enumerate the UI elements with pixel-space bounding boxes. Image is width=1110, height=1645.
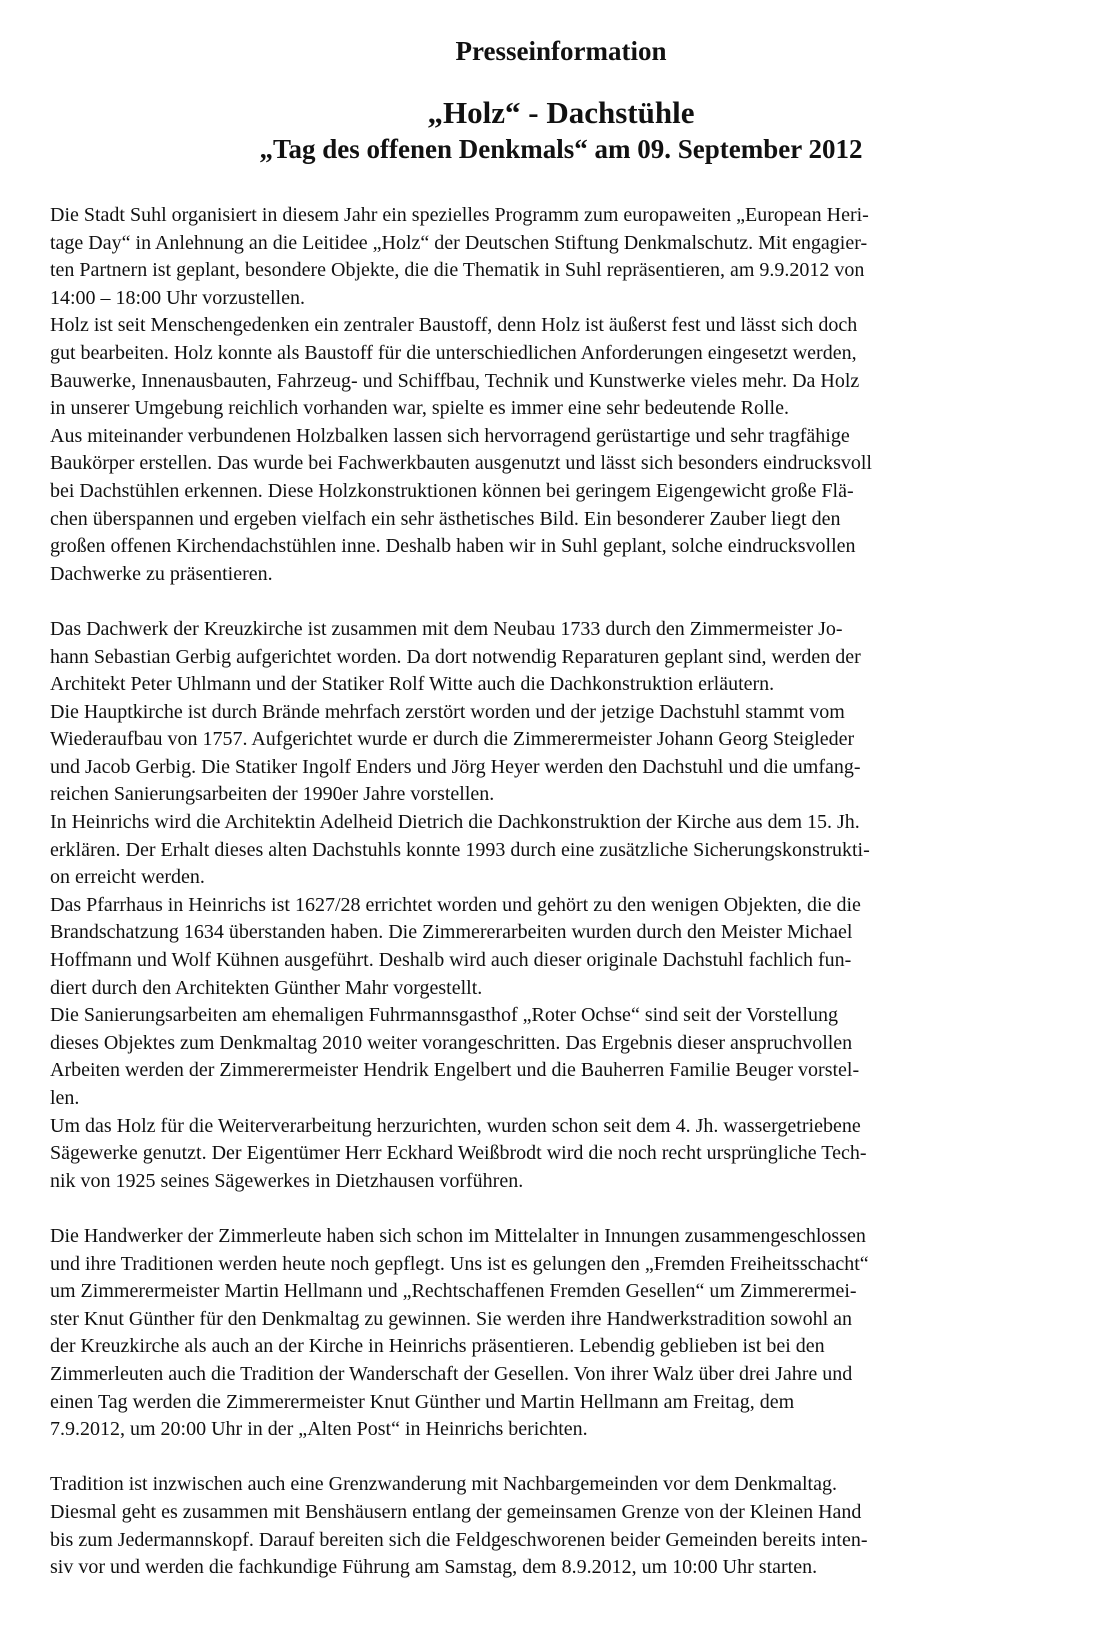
text-line: siv vor und werden die fachkundige Führung am Samstag, dem 8.9.2012, um 10:00 Uhr starten. xyxy=(50,1556,818,1579)
text-line: on erreicht werden. xyxy=(50,866,205,889)
text-line: Diesmal geht es zusammen mit Benshäusern entlang der gemeinsamen Grenze von der Kleinen Hand xyxy=(50,1500,862,1523)
paragraph xyxy=(50,202,1052,588)
text-line: Dachwerke zu präsentieren. xyxy=(50,562,273,585)
text-line: und ihre Traditionen werden heute noch gepflegt. Uns ist es gelungen den „Fremden Freiheitsschacht“ xyxy=(50,1252,869,1275)
text-line: Architekt Peter Uhlmann und der Statiker Rolf Witte auch die Dachkonstruktion erläutern. xyxy=(50,673,775,696)
text-line: len. xyxy=(50,1087,80,1109)
text-line: Holz ist seit Menschengedenken ein zentraler Baustoff, denn Holz ist äußerst fest und lässt sich doch xyxy=(50,314,858,337)
text-line: Bauwerke, Innenausbauten, Fahrzeug- und Schiffbau, Technik und Kunstwerke vieles mehr. Da Holz xyxy=(50,369,860,392)
document-kicker: Presseinformation xyxy=(455,36,667,66)
text-line: Die Handwerker der Zimmerleute haben sich schon im Mittelalter in Innungen zusammengeschlossen xyxy=(50,1224,866,1247)
text-line: nik von 1925 seines Sägewerkes in Dietzhausen vorführen. xyxy=(50,1169,524,1192)
text-line: ten Partnern ist geplant, besondere Objekte, die die Thematik in Suhl repräsentieren, am 9.9.2012 von xyxy=(50,259,865,282)
paragraph xyxy=(50,1223,1052,1444)
text-line: Brandschatzung 1634 überstanden haben. Die Zimmererarbeiten wurden durch den Meister Michael xyxy=(50,921,853,944)
text-line: 14:00 – 18:00 Uhr vorzustellen. xyxy=(50,286,305,309)
text-line: Arbeiten werden der Zimmerermeister Hendrik Engelbert und die Bauherren Familie Beuger vorstel- xyxy=(50,1059,860,1082)
text-line: der Kreuzkirche als auch an der Kirche in Heinrichs präsentieren. Lebendig geblieben ist bei den xyxy=(50,1335,825,1358)
text-line: tage Day“ in Anlehnung an die Leitidee „Holz“ der Deutschen Stiftung Denkmalschutz. Mit engagier- xyxy=(50,231,868,254)
text-line: chen überspannen und ergeben vielfach ein sehr ästhetisches Bild. Ein besonderer Zauber liegt den xyxy=(50,507,841,530)
text-line: bis zum Jedermannskopf. Darauf bereiten sich die Feldgeschworenen beider Gemeinden bereits inten- xyxy=(50,1528,868,1551)
paragraph xyxy=(50,1471,1052,1581)
paragraph xyxy=(50,616,1052,1195)
text-line: großen offenen Kirchendachstühlen inne. Deshalb haben wir in Suhl geplant, solche eindrucksvollen xyxy=(50,535,856,558)
text-line: reichen Sanierungsarbeiten der 1990er Jahre vorstellen. xyxy=(50,783,495,806)
text-line: dieses Objektes zum Denkmaltag 2010 weiter vorangeschritten. Das Ergebnis dieser anspruchvollen xyxy=(50,1031,853,1054)
text-line: gut bearbeiten. Holz konnte als Baustoff für die unterschiedlichen Anforderungen eingesetzt werden, xyxy=(50,341,857,364)
text-line: hann Sebastian Gerbig aufgerichtet worden. Da dort notwendig Reparaturen geplant sind, werden der xyxy=(50,645,861,668)
text-line: erklären. Der Erhalt dieses alten Dachstuhls konnte 1993 durch eine zusätzliche Sicherungskonstrukti- xyxy=(50,838,870,861)
text-line: Zimmerleuten auch die Tradition der Wanderschaft der Gesellen. Von ihrer Walz über drei Jahre und xyxy=(50,1362,853,1385)
text-line: Aus miteinander verbundenen Holzbalken lassen sich hervorragend gerüstartige und sehr tragfähige xyxy=(50,424,850,447)
text-line: Sägewerke genutzt. Der Eigentümer Herr Eckhard Weißbrodt wird die noch recht ursprüngliche Tech- xyxy=(50,1142,867,1165)
document-subtitle: „Tag des offenen Denkmals“ am 09. September 2012 xyxy=(259,134,863,164)
paragraph-gap xyxy=(50,1444,1052,1472)
text-line: Hoffmann und Wolf Kühnen ausgeführt. Deshalb wird auch dieser originale Dachstuhl fachlich fun- xyxy=(50,949,852,972)
document-body xyxy=(50,202,1052,1582)
text-line: Um das Holz für die Weiterverarbeitung herzurichten, wurden schon seit dem 4. Jh. wassergetriebene xyxy=(50,1114,861,1137)
document-title: „Holz“ - Dachstühle xyxy=(427,95,695,130)
text-line: um Zimmerermeister Martin Hellmann und „Rechtschaffenen Fremden Gesellen“ um Zimmerermei- xyxy=(50,1280,857,1303)
text-line: Das Pfarrhaus in Heinrichs ist 1627/28 errichtet worden und gehört zu den wenigen Objekten, die die xyxy=(50,893,861,916)
text-line: In Heinrichs wird die Architektin Adelheid Dietrich die Dachkonstruktion der Kirche aus dem 15. Jh. xyxy=(50,811,860,834)
text-line: bei Dachstühlen erkennen. Diese Holzkonstruktionen können bei geringem Eigengewicht große Flä- xyxy=(50,479,854,502)
text-line: Tradition ist inzwischen auch eine Grenzwanderung mit Nachbargemeinden vor dem Denkmaltag. xyxy=(50,1473,837,1496)
text-line: Das Dachwerk der Kreuzkirche ist zusammen mit dem Neubau 1733 durch den Zimmermeister Jo- xyxy=(50,617,843,640)
text-line: Baukörper erstellen. Das wurde bei Fachwerkbauten ausgenutzt und lässt sich besonders eindrucksvoll xyxy=(50,452,872,475)
text-line: einen Tag werden die Zimmerermeister Knut Günther und Martin Hellmann am Freitag, dem xyxy=(50,1390,795,1413)
paragraph-gap xyxy=(50,588,1052,616)
text-line: diert durch den Architekten Günther Mahr vorgestellt. xyxy=(50,976,483,999)
text-line: 7.9.2012, um 20:00 Uhr in der „Alten Post“ in Heinrichs berichten. xyxy=(50,1418,588,1441)
text-line: Die Hauptkirche ist durch Brände mehrfach zerstört worden und der jetzige Dachstuhl stammt vom xyxy=(50,700,845,723)
text-line: ster Knut Günther für den Denkmaltag zu gewinnen. Sie werden ihre Handwerkstradition sowohl an xyxy=(50,1307,853,1330)
text-line: Die Sanierungsarbeiten am ehemaligen Fuhrmannsgasthof „Roter Ochse“ sind seit der Vorstellung xyxy=(50,1004,838,1027)
text-line: in unserer Umgebung reichlich vorhanden war, spielte es immer eine sehr bedeutende Rolle. xyxy=(50,397,789,420)
text-line: Wiederaufbau von 1757. Aufgerichtet wurde er durch die Zimmerermeister Johann Georg Steigleder xyxy=(50,728,855,751)
text-line: Die Stadt Suhl organisiert in diesem Jahr ein spezielles Programm zum europaweiten „European Heri- xyxy=(50,204,869,226)
text-line: und Jacob Gerbig. Die Statiker Ingolf Enders und Jörg Heyer werden den Dachstuhl und die umfang- xyxy=(50,755,861,778)
paragraph-gap xyxy=(50,1195,1052,1223)
